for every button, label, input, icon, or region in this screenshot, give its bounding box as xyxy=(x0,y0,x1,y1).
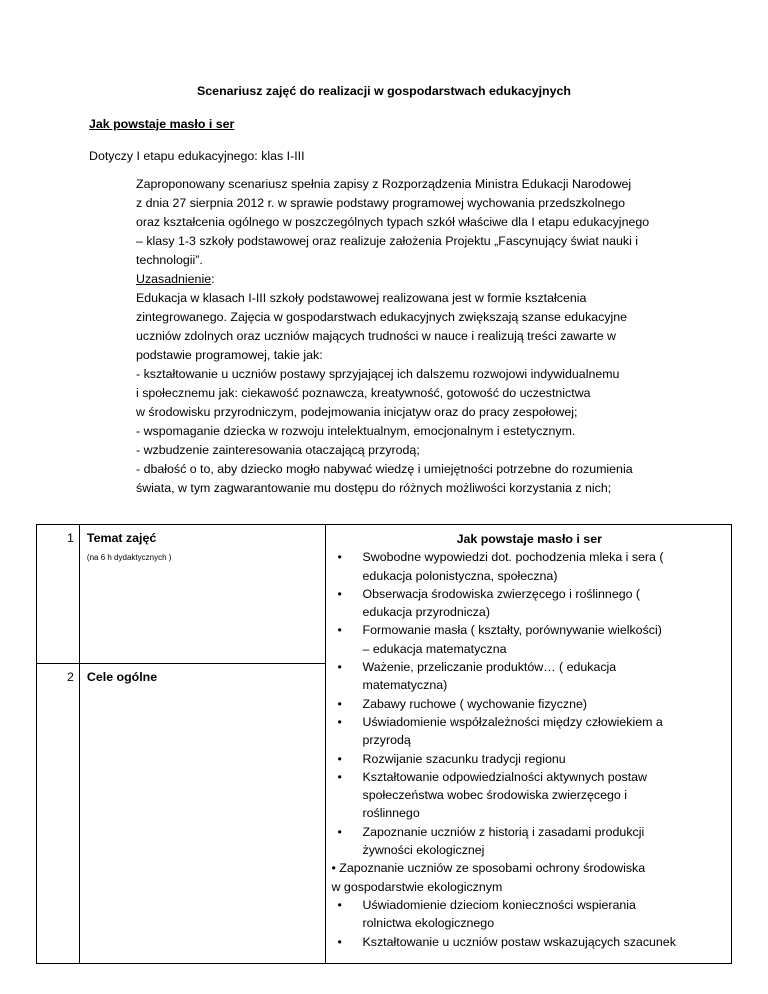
list-item xyxy=(332,823,727,860)
intro-section xyxy=(136,175,680,498)
justification-line: - wspomaganie dziecka w rozwoju intelektualnym, emocjonalnym i estetycznym. xyxy=(136,424,576,438)
list-item xyxy=(332,585,727,622)
justification-line: zintegrowanego. Zajęcia w gospodarstwach edukacyjnych zwiększają szanse edukacyjne xyxy=(136,310,628,324)
row-number: 1 xyxy=(37,525,80,664)
objectives-list-continued xyxy=(332,896,727,951)
table-row xyxy=(37,525,732,664)
bullet-icon: • xyxy=(337,623,342,638)
justification-line: w środowisku przyrodniczym, podejmowania inicjatyw oraz do pracy zespołowej; xyxy=(136,405,578,419)
row-label-cell xyxy=(79,525,325,664)
list-item xyxy=(332,768,727,823)
bullet-icon: • xyxy=(337,660,342,675)
list-item xyxy=(332,713,727,750)
list-item-line: Ważenie, przeliczanie produktów… ( edukacja xyxy=(362,660,617,675)
list-item-line: – edukacja matematyczna xyxy=(362,641,507,656)
bullet-icon: • xyxy=(337,897,342,912)
list-item-line: roślinnego xyxy=(362,806,420,821)
justification-heading xyxy=(136,270,680,289)
scenario-table xyxy=(36,524,732,964)
bullet-icon: • xyxy=(337,586,342,601)
justification-line: i społecznemu jak: ciekawość poznawcza, kreatywność, gotowość do uczestnictwa xyxy=(136,386,591,400)
justification-label: Uzasadnienie xyxy=(136,272,212,286)
row-note: (na 6 h dydaktycznych ) xyxy=(86,553,172,562)
row-label: Cele ogólne xyxy=(86,670,158,684)
bullet-icon: • xyxy=(337,769,342,784)
list-item xyxy=(332,750,727,768)
bullet-icon: • xyxy=(337,696,342,711)
list-item-line: Obserwacja środowiska zwierzęcego i roślinnego ( xyxy=(362,586,641,601)
list-item-line: Zabawy ruchowe ( wychowanie fizyczne) xyxy=(362,696,588,711)
plain-item-line: w gospodarstwie ekologicznym xyxy=(331,879,503,894)
justification-line: świata, w tym zagwarantowanie mu dostępu do różnych możliwości korzystania z nich; xyxy=(136,481,612,495)
document-subtitle: Jak powstaje masło i ser xyxy=(89,117,235,131)
bullet-icon: • xyxy=(337,550,342,565)
list-item xyxy=(332,933,727,951)
plain-list-item xyxy=(332,859,727,896)
plain-item-line: • Zapoznanie uczniów ze sposobami ochrony środowiska xyxy=(331,861,646,876)
justification-line: - wzbudzenie zainteresowania otaczającą przyrodą; xyxy=(136,443,420,457)
justification-line: uczniów zdolnych oraz uczniów mających trudności w nauce i realizują treści zawarte w xyxy=(136,329,616,343)
list-item-line: Kształtowanie u uczniów postaw wskazujących szacunek xyxy=(362,934,676,949)
list-item-line: Formowanie masła ( kształty, porównywanie wielkości) xyxy=(362,623,662,638)
justification-line: - kształtowanie u uczniów postawy sprzyjającej ich dalszemu rozwojowi indywidualnemu xyxy=(136,367,620,381)
list-item-line: Zapoznanie uczniów z historią i zasadami produkcji xyxy=(362,824,645,839)
list-item xyxy=(332,896,727,933)
objectives-list xyxy=(332,548,727,859)
education-stage: Dotyczy I etapu edukacyjnego: klas I-III xyxy=(89,149,305,163)
list-item xyxy=(332,548,727,585)
list-item xyxy=(332,658,727,695)
intro-line: oraz kształcenia ogólnego w poszczególnych typach szkół właściwe dla I etapu edukacyjnego xyxy=(136,215,650,229)
row-label: Temat zajęć xyxy=(86,531,157,545)
intro-line: technologii”. xyxy=(136,253,203,267)
justification-line: Edukacja w klasach I-III szkoły podstawowej realizowana jest w formie kształcenia xyxy=(136,291,587,305)
list-item-line: społeczeństwa wobec środowiska zwierzęcego i xyxy=(362,788,627,803)
list-item xyxy=(332,621,727,658)
row-number: 2 xyxy=(37,664,80,964)
bullet-icon: • xyxy=(337,714,342,729)
justification-colon: : xyxy=(211,272,215,286)
list-item-line: żywności ekologicznej xyxy=(362,843,485,858)
content-heading: Jak powstaje masło i ser xyxy=(456,532,602,546)
justification-line: podstawie programowej, takie jak: xyxy=(136,348,323,362)
bullet-icon: • xyxy=(337,824,342,839)
row-label-cell xyxy=(79,664,325,964)
intro-line: – klasy 1-3 szkoły podstawowej oraz realizuje założenia Projektu „Fascynujący świat nauki i xyxy=(136,234,639,248)
list-item-line: Uświadomienie dzieciom konieczności wspierania xyxy=(362,897,636,912)
list-item-line: matematyczna) xyxy=(362,678,448,693)
content-cell xyxy=(325,525,731,964)
list-item-line: edukacja polonistyczna, społeczna) xyxy=(362,568,558,583)
list-item-line: Rozwijanie szacunku tradycji regionu xyxy=(362,751,566,766)
document-title: Scenariusz zajęć do realizacji w gospodarstwach edukacyjnych xyxy=(197,84,571,98)
list-item-line: przyrodą xyxy=(362,733,411,748)
bullet-icon: • xyxy=(337,751,342,766)
bullet-icon: • xyxy=(337,934,342,949)
justification-line: - dbałość o to, aby dziecko mogło nabywać wiedzę i umiejętności potrzebne do rozumienia xyxy=(136,462,633,476)
list-item-line: Kształtowanie odpowiedzialności aktywnych postaw xyxy=(362,769,647,784)
list-item xyxy=(332,695,727,713)
list-item-line: rolnictwa ekologicznego xyxy=(362,916,495,931)
list-item-line: Uświadomienie współzależności między człowiekiem a xyxy=(362,714,663,729)
intro-line: Zaproponowany scenariusz spełnia zapisy z Rozporządzenia Ministra Edukacji Narodowej xyxy=(136,177,632,191)
list-item-line: Swobodne wypowiedzi dot. pochodzenia mleka i sera ( xyxy=(362,550,664,565)
intro-line: z dnia 27 sierpnia 2012 r. w sprawie podstawy programowej wychowania przedszkolnego xyxy=(136,196,626,210)
list-item-line: edukacja przyrodnicza) xyxy=(362,605,490,620)
